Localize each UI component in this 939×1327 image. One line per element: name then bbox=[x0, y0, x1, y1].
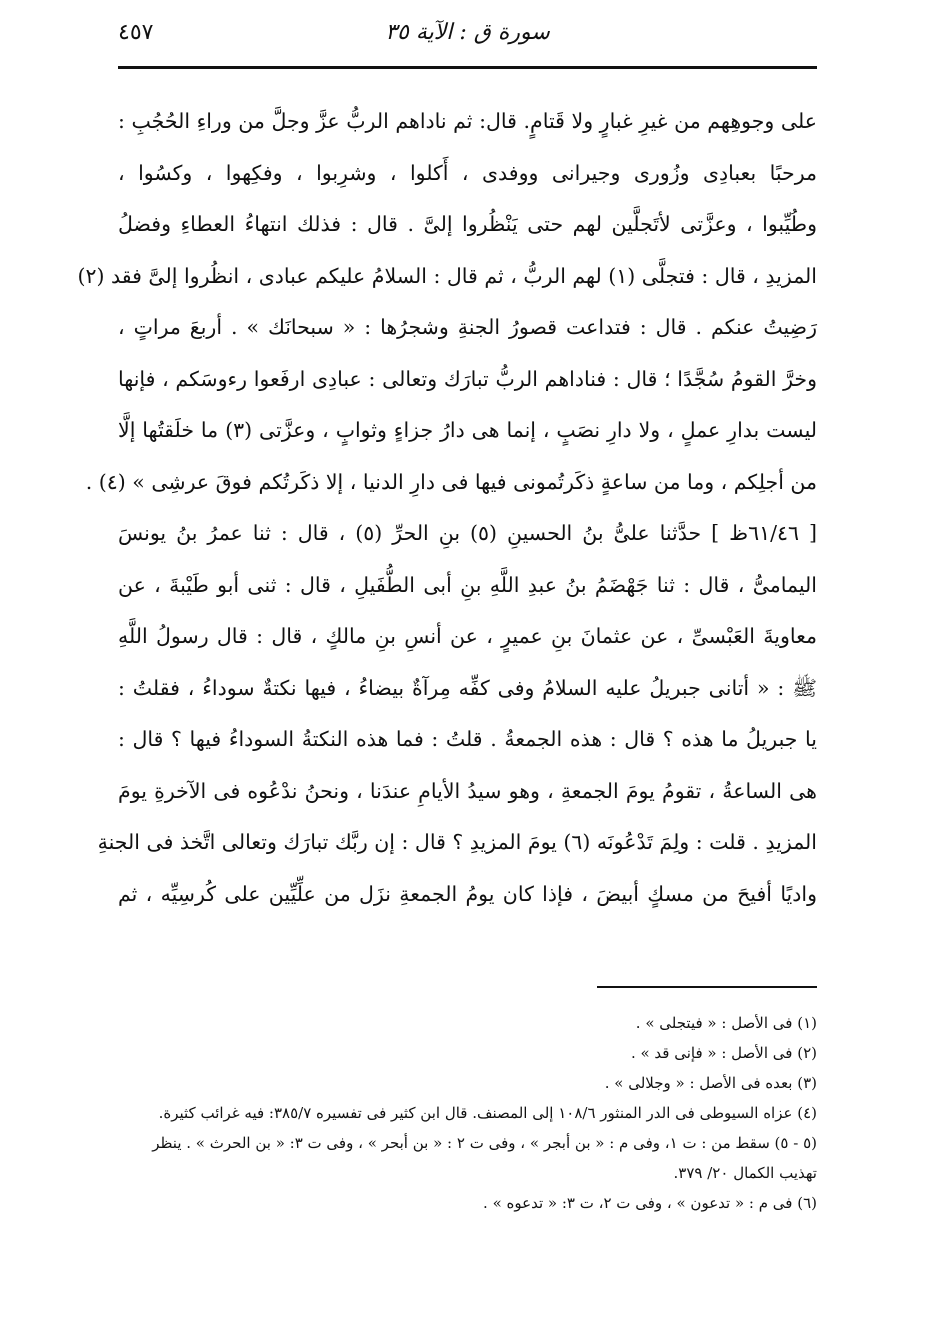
text-line: ليست بدارِ عملٍ ، ولا دارِ نصَبٍ ، إنما هى دارُ جزاءٍ وثوابٍ ، وعزَّتى (٣) ما خلَقتُها إلَّا bbox=[118, 418, 817, 442]
footnotes bbox=[118, 1008, 817, 1218]
text-line: المزيدِ ، قال : فتجلَّى (١) لهم الربُّ ، ثم قال : السلامُ عليكم عبادى ، انظُروا إلىَّ فقد (٢) bbox=[77, 263, 817, 288]
footnote: (١) فى الأصل : « فيتجلى » . bbox=[635, 1014, 817, 1032]
text-line: على وجوهِهم من غيرِ غبارٍ ولا قَتامٍ. قال: ثم ناداهم الربُّ عزَّ وجلَّ من وراءِ الحُجُبِ : bbox=[118, 109, 817, 133]
text-line: وخرَّ القومُ سُجَّدًا ؛ قال : فناداهم الربُّ تبارَك وتعالى : عبادِى ارفَعوا رءوسَكم ، فإنها bbox=[118, 366, 817, 391]
running-title: سورة ق : الآية ٣٥ bbox=[385, 20, 550, 45]
footnote: (٣) بعده فى الأصل : « وجلالى » . bbox=[604, 1074, 817, 1092]
footnote-divider bbox=[597, 986, 817, 988]
footnote: (٤) عزاه السيوطى فى الدر المنثور ١٠٨/٦ إلى المصنف. قال ابن كثير فى تفسيره ٣٨٥/٧: فيه غرائب كثيرة. bbox=[158, 1104, 817, 1122]
text-line: من أجلِكم ، وما من ساعةٍ ذكَرتُمونى فيها فى دارِ الدنيا ، إلا ذكَرتُكم فوقَ عرشِى » (٤) . bbox=[85, 469, 817, 494]
footnote-continuation: تهذيب الكمال ٢٠/ ٣٧٩. bbox=[673, 1164, 817, 1182]
main-text bbox=[77, 96, 818, 920]
text-line: وطُيِّبوا ، وعزَّتى لأتَجلَّين لهم حتى يَنْظُروا إلىَّ . قال : فذلك انتهاءُ العطاءِ وفضلُ bbox=[118, 212, 817, 236]
text-line: المزيدِ . قلت : ولِمَ تَدْعُونَه (٦) يومَ المزيدِ ؟ قال : إن ربَّك تبارَك وتعالى اتَّخذ فى الجنةِ bbox=[97, 830, 817, 854]
text-line: [ ٦١/٤٦ظ ] حدَّثنا علىُّ بنُ الحسينِ (٥) بنِ الحرِّ (٥) ، قال : ثنا عمرُ بنُ يونسَ bbox=[118, 521, 818, 545]
text-line: ﷺ : « أتانى جبريلُ عليه السلامُ وفى كفِّه مِرآةٌ بيضاءُ ، فيها نكتةٌ سوداءُ ، فقلتُ : bbox=[118, 675, 817, 700]
text-line: رَضِيتُ عنكم . قال : فتداعت قصورُ الجنةِ وشجرُها : « سبحانَك » . أربعَ مراتٍ ، bbox=[118, 315, 817, 339]
text-line: مرحبًا بعبادِى وزُورى وجيرانى ووفدى ، أَكلوا ، وشرِبوا ، وفكِهوا ، وكسُوا ، bbox=[118, 160, 817, 185]
text-line: يا جبريلُ ما هذه ؟ قال : هذه الجمعةُ . قلتُ : فما هذه النكتةُ السوداءُ فيها ؟ قال : bbox=[118, 727, 817, 751]
text-line: اليمامىُّ ، قال : ثنا جَهْضَمُ بنُ عبدِ اللَّهِ بنِ أبى الطُّفَيلِ ، قال : ثنى أبو طَيْبةَ ، عن bbox=[118, 572, 817, 597]
text-line: هى الساعةُ ، تقومُ يومَ الجمعةِ ، وهو سيدُ الأيامِ عندَنا ، ونحنُ ندْعُوه فى الآخرةِ يومَ bbox=[118, 778, 817, 803]
header-divider bbox=[118, 66, 817, 69]
footnote: (٢) فى الأصل : « فإنى قد » . bbox=[630, 1044, 817, 1062]
page-number: ٤٥٧ bbox=[118, 20, 154, 45]
footnote: (٦) فى م : « تدعون » ، وفى ت ٢، ت ٣: « تدعوه » . bbox=[483, 1194, 817, 1212]
footnote: (٥ - ٥) سقط من : ت ١، وفى م : « بن أبجر » ، وفى ت ٢ : « بن أبحر » ، وفى ت ٣: « بن الحرث » . ينظر bbox=[152, 1134, 817, 1152]
text-line: واديًا أفيحَ من مسكٍ أبيضَ ، فإذا كان يومُ الجمعةِ نزَل من علِّيِّين على كُرسِيِّه ، ثم bbox=[118, 881, 817, 906]
text-line: معاويةَ العَبْسىِّ ، عن عثمانَ بنِ عميرٍ ، عن أنسِ بنِ مالكٍ ، قال : قال رسولُ اللَّهِ bbox=[118, 624, 817, 648]
page-header bbox=[118, 16, 817, 56]
